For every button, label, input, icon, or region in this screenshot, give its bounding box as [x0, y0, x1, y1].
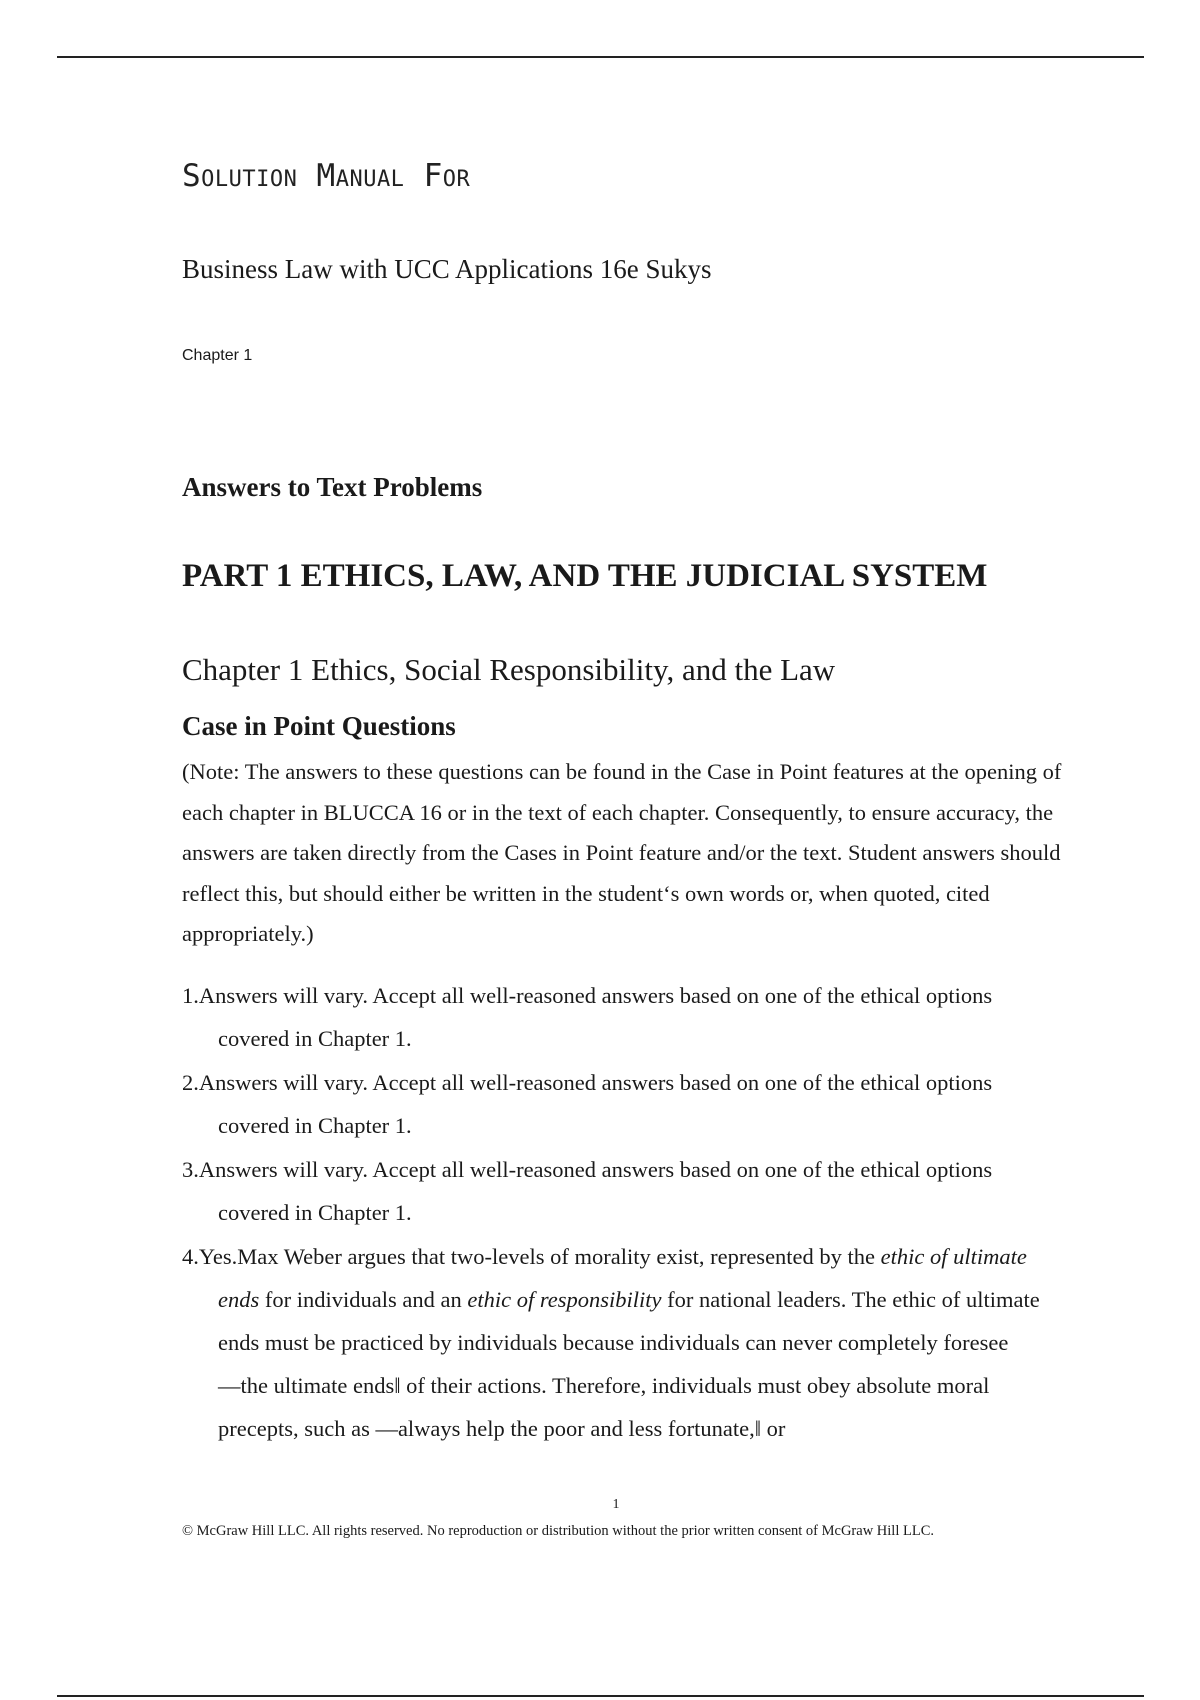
book-title: Business Law with UCC Applications 16e Sukys [182, 254, 712, 284]
answer-item-3 [182, 1148, 1062, 1234]
page-number: 1 [612, 1497, 620, 1512]
answer-number: 4. [182, 1244, 199, 1269]
answer-item-2 [182, 1061, 1062, 1147]
part-heading: PART 1 ETHICS, LAW, AND THE JUDICIAL SYSTEM [182, 558, 988, 594]
chapter-heading: Chapter 1 Ethics, Social Responsibility, and the Law [182, 652, 836, 687]
answers-list [182, 974, 1062, 1451]
answer-text-part: for individuals and an [259, 1287, 468, 1312]
answers-heading: Answers to Text Problems [182, 472, 483, 502]
bottom-divider [57, 1695, 1144, 1697]
answer-item-1 [182, 974, 1062, 1060]
answer-text-part: for national leaders. The ethic of ultimate ends must be practiced by individuals because individuals can never completely foresee ―the ultimate ends‖ of their actions. Therefore, individuals must obey absolute moral precepts, such as ―always help the poor and less fortunate,‖ or [218, 1287, 1040, 1441]
answer-number: 3. [182, 1157, 199, 1182]
note-paragraph: (Note: The answers to these questions can be found in the Case in Point features at the opening of each chapter in BLUCCA 16 or in the text of each chapter. Consequently, to ensure accuracy, the answers are taken directly from the Cases in Point feature and/or the text. Student answers should reflect this, but should either be written in the student‘s own words or, when quoted, cited appropriately.) [182, 759, 1062, 946]
answer-italic-term: ethic of ultimate ends [218, 1244, 1027, 1312]
answer-number: 1. [182, 983, 199, 1008]
case-in-point-heading: Case in Point Questions [182, 711, 456, 741]
chapter-label: Chapter 1 [182, 347, 253, 364]
answer-text-part: Yes.Max Weber argues that two-levels of morality exist, represented by the [198, 1244, 881, 1269]
top-divider [57, 56, 1144, 58]
document-title: Solution Manual For [182, 158, 471, 194]
answer-number: 2. [182, 1070, 199, 1095]
copyright-notice: © McGraw Hill LLC. All rights reserved. No reproduction or distribution without the prior written consent of McGraw Hill LLC. [182, 1523, 934, 1539]
answer-item-4 [182, 1235, 1062, 1450]
answer-text: Answers will vary. Accept all well-reasoned answers based on one of the ethical options covered in Chapter 1. [198, 983, 993, 1051]
answer-italic-term: ethic of responsibility [467, 1287, 662, 1312]
answer-text: Answers will vary. Accept all well-reasoned answers based on one of the ethical options covered in Chapter 1. [198, 1070, 993, 1138]
answer-text: Answers will vary. Accept all well-reasoned answers based on one of the ethical options covered in Chapter 1. [198, 1157, 993, 1225]
